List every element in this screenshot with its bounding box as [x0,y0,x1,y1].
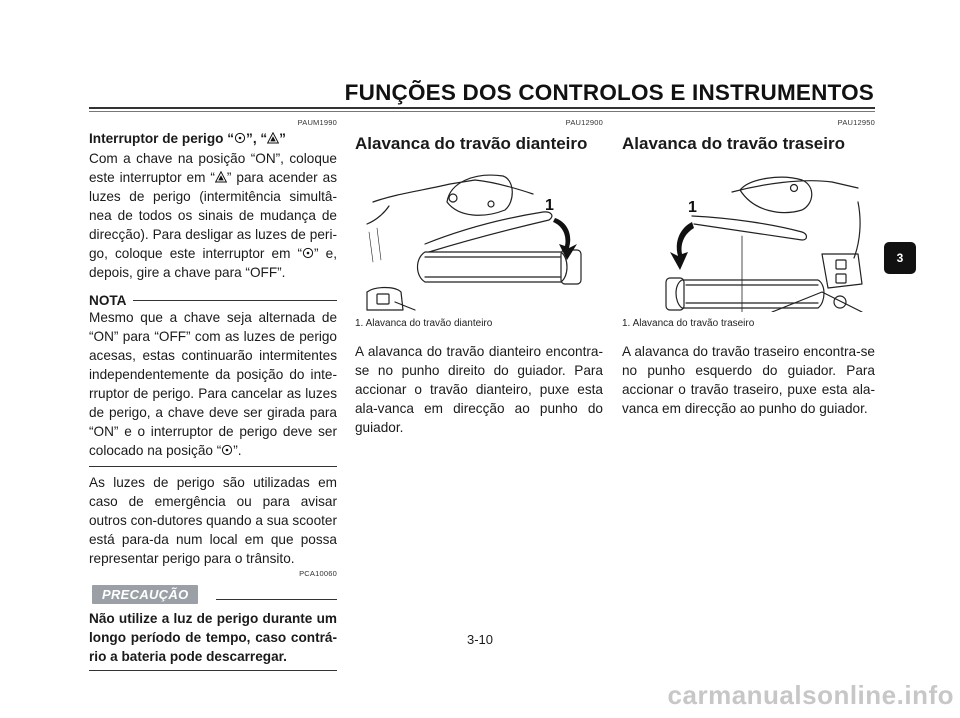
caution-rule [216,599,337,600]
front-brake-drawing [355,162,603,312]
note-end-rule [89,466,337,467]
heading-text-pre: Interruptor de perigo “ [89,131,235,146]
heading-text-post: ” [279,131,286,146]
front-brake-title: Alavanca do travão dianteiro [355,134,588,153]
page-number: 3-10 [466,632,494,647]
section-code: PAU12900 [565,118,603,127]
chapter-tab: 3 [884,242,916,274]
rear-brake-drawing [622,162,870,312]
hazard-triangle-icon [267,130,279,142]
front-brake-illustration [355,162,603,312]
header-rule [89,107,875,109]
column-front-brake [355,118,603,437]
section-code: PAUM1990 [297,118,337,127]
circle-dot-icon [234,130,246,142]
heading-text-mid: ”, “ [246,131,268,146]
callout-number: 1 [545,197,554,214]
note-label: NOTA [89,292,127,308]
note-header [89,292,337,308]
hazard-triangle-icon [215,169,227,181]
hazard-switch-heading [89,129,337,149]
rear-brake-illustration [622,162,870,312]
rear-brake-title: Alavanca do travão traseiro [622,134,845,153]
column-rear-brake [622,118,875,418]
section-code: PAU12950 [837,118,875,127]
circle-dot-icon [302,245,314,257]
header-rule-thin [89,111,875,112]
figure-caption: 1. Alavanca do travão dianteiro [355,318,493,329]
watermark: carmanualsonline.info [667,680,954,710]
note-paragraph: Mesmo que a chave seja alternada de “ON” para “OFF” com as luzes de perigo acesas, estas continuarão intermitentes independentemente da posição do inte-rruptor de perigo. Para cancelar as luzes de perigo, a chave deve ser girada para “ON” e o interruptor de perigo deve ser colocado na posição “ ”. [89,310,337,458]
caution-end-rule [89,670,337,671]
hazard-paragraph: Com a chave na posição “ON”, coloque este interruptor em “ ” para acender as luzes de perigo (intermitência simultâ-nea de todos os sinais de mudança de direcção). Para desligar as luzes de peri-go, coloque este interruptor em “ ” e, depois, gire a chave para “OFF”. [89,151,338,280]
caution-text: Não utilize a luz de perigo durante um longo período de tempo, caso contrá-rio a bateria pode descarregar. [89,611,337,664]
circle-dot-icon [221,442,233,454]
callout-number: 1 [688,199,697,216]
column-hazard-switch [89,118,337,671]
caution-code: PCA10060 [299,569,337,578]
caution-header [89,580,337,604]
hazard-usage-paragraph: As luzes de perigo são utilizadas em caso de emergência ou para avisar outros con-dutores quando a sua scooter está para-da num local em que possa representar perigo para o trânsito. [89,475,337,566]
rear-brake-paragraph: A alavanca do travão traseiro encontra-se no punho esquerdo do guiador. Para accionar o travão traseiro, puxe esta ala-vanca em direcção ao punho do guiador. [622,344,875,416]
caution-badge: PRECAUÇÃO [92,585,198,604]
note-rule [133,300,337,301]
figure-caption: 1. Alavanca do travão traseiro [622,318,755,329]
chapter-title: FUNÇÕES DOS CONTROLOS E INSTRUMENTOS [344,80,874,105]
front-brake-paragraph: A alavanca do travão dianteiro encontra-se no punho direito do guiador. Para accionar o travão dianteiro, puxe esta ala-vanca em direcção ao punho do guiador. [355,344,603,435]
